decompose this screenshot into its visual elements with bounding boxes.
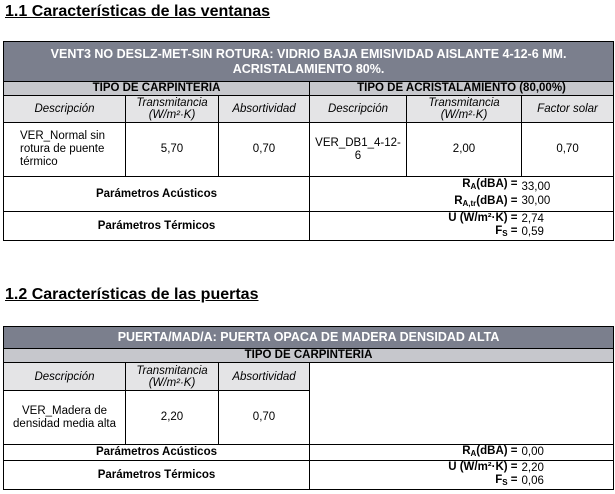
- windows-section-title: 1.1 Características de las ventanas: [5, 3, 271, 20]
- windows-table: [3, 41, 614, 241]
- windows-group-acristalamiento: TIPO DE ACRISTALAMIENTO (80,00%): [310, 82, 614, 96]
- acusticos-values: 33,00 30,00: [522, 177, 614, 212]
- door-header-absortividad: Absortividad: [219, 363, 310, 391]
- carpinteria-transmitancia: 5,70: [126, 123, 219, 177]
- door-header-transmitancia: Transmitancia (W/m²·K): [126, 363, 219, 391]
- door-acusticos-labels: $R_A(dBA)$ =: [310, 445, 522, 461]
- termicos-values: 2,74 0,59: [522, 212, 614, 241]
- door-termicos-values: 2,20 0,06: [522, 461, 614, 490]
- termicos-label: Parámetros Térmicos: [4, 212, 310, 241]
- door-header-descripcion: Descripción: [4, 363, 126, 391]
- carpinteria-absortividad: 0,70: [219, 123, 310, 177]
- header-factor-solar: Factor solar: [522, 96, 614, 123]
- glass-descripcion: VER_DB1_4-12-6: [310, 123, 407, 177]
- carpinteria-descripcion: VER_Normal sin rotura de puente térmico: [4, 123, 126, 177]
- door-descripcion: VER_Madera de densidad media alta: [4, 391, 126, 445]
- doors-title: PUERTA/MAD/A: PUERTA OPACA DE MADERA DENSIDAD ALTA: [4, 327, 614, 349]
- door-termicos-label: Parámetros Térmicos: [4, 461, 310, 490]
- header-transmitancia-glass: Transmitancia (W/m²·K): [407, 96, 522, 123]
- door-empty-area: [310, 363, 614, 391]
- header-transmitancia: Transmitancia (W/m²·K): [126, 96, 219, 123]
- glass-factor-solar: 0,70: [522, 123, 614, 177]
- windows-title: VENT3 NO DESLZ-MET-SIN ROTURA: VIDRIO BAJA EMISIVIDAD AISLANTE 4-12-6 MM. ACRISTALAMIENTO 80%.: [4, 42, 614, 82]
- door-transmitancia: 2,20: [126, 391, 219, 445]
- windows-group-carpinteria: TIPO DE CARPINTERIA: [4, 82, 310, 96]
- door-empty-area-2: [310, 391, 614, 445]
- header-descripcion-glass: Descripción: [310, 96, 407, 123]
- door-absortividad: 0,70: [219, 391, 310, 445]
- doors-section-title: 1.2 Características de las puertas: [5, 286, 259, 303]
- door-acusticos-value: 0,00: [522, 445, 614, 461]
- doors-table: [3, 326, 614, 490]
- header-absortividad: Absortividad: [219, 96, 310, 123]
- door-termicos-labels: U (W/m²·K) = $F_S$ =: [310, 461, 522, 490]
- doors-group-carpinteria: TIPO DE CARPINTERIA: [4, 349, 614, 363]
- acusticos-labels: $R_A(dBA)$ = $R_{A,tr}(dBA)$ =: [310, 177, 522, 212]
- door-acusticos-label: Parámetros Acústicos: [4, 445, 310, 461]
- header-descripcion: Descripción: [4, 96, 126, 123]
- glass-transmitancia: 2,00: [407, 123, 522, 177]
- acusticos-label: Parámetros Acústicos: [4, 177, 310, 212]
- termicos-labels: U (W/m²·K) = $F_S$ =: [310, 212, 522, 241]
